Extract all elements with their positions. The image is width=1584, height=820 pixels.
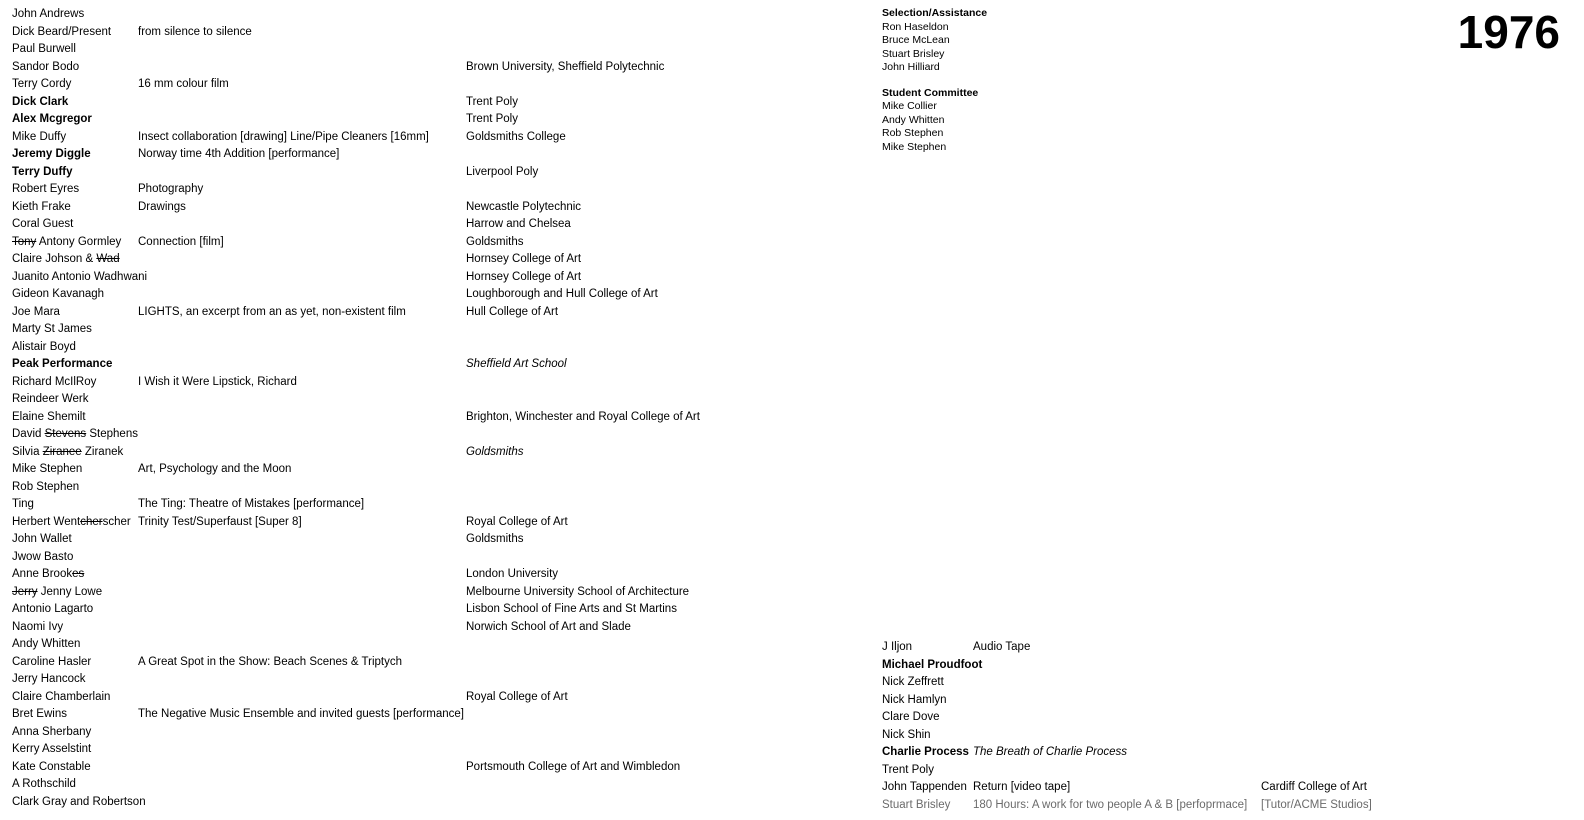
struck-text: Ziranee — [42, 445, 82, 458]
institution: Trent Poly — [466, 95, 518, 108]
artist-name: Rob Stephen — [12, 480, 80, 493]
artist-name: Claire Chamberlain — [12, 690, 111, 703]
artist-name: John Tappenden — [882, 781, 967, 793]
list-item — [12, 601, 852, 619]
list-item: Stuart Brisley — [882, 47, 945, 60]
list-item — [12, 636, 852, 654]
artist-name: Alex Mcgregor — [12, 113, 92, 125]
artist-name — [12, 584, 102, 602]
selection-group — [882, 7, 987, 75]
artist-name — [12, 234, 121, 252]
artist-name: Nick Shin — [882, 728, 931, 741]
list-item — [12, 706, 852, 724]
institution: Goldsmiths — [466, 445, 524, 458]
list-item — [12, 76, 852, 94]
list-item — [882, 779, 1572, 797]
work-title: 180 Hours: A work for two people A & B [perfoprmace] — [973, 798, 1248, 811]
artist-name: Andy Whitten — [12, 638, 81, 650]
artist-name: Joe Mara — [12, 305, 60, 318]
institution: Newcastle Polytechnic — [466, 200, 582, 213]
artist-name — [12, 444, 123, 462]
list-item: Ron Haseldon — [882, 20, 949, 33]
list-item — [882, 727, 1572, 745]
list-item — [12, 794, 852, 812]
list-item — [12, 374, 852, 392]
list-item — [882, 762, 1572, 780]
work-title: Audio Tape — [973, 641, 1031, 653]
list-item — [12, 759, 852, 777]
list-item — [882, 797, 1572, 815]
artist-name: Richard McIlRoy — [12, 375, 97, 388]
institution: Melbourne University School of Architecture — [466, 585, 690, 598]
artist-name: Terry Cordy — [12, 78, 72, 90]
institution: Liverpool Poly — [466, 165, 539, 178]
list-item — [882, 657, 1572, 675]
list-item — [12, 129, 852, 147]
institution: Lisbon School of Fine Arts and St Martins — [466, 603, 677, 615]
work-title: 16 mm colour film — [138, 78, 229, 90]
artist-name: Kate Constable — [12, 760, 91, 773]
artist-name: Stuart Brisley — [882, 798, 951, 811]
list-item — [12, 59, 852, 77]
list-item: Mike Stephen — [882, 140, 947, 153]
institution: Goldsmiths College — [466, 130, 566, 143]
list-item — [12, 6, 852, 24]
list-item — [12, 496, 852, 514]
institution: [Tutor/ACME Studios] — [1261, 798, 1372, 811]
artist-name: J Iljon — [882, 641, 913, 653]
list-item — [12, 479, 852, 497]
artist-name — [12, 426, 138, 444]
list-item: Rob Stephen — [882, 127, 944, 139]
corrected-text: Antony Gormley — [36, 235, 122, 248]
list-item — [882, 744, 1572, 762]
work-title: The Breath of Charlie Process — [973, 746, 1128, 758]
artist-name: Coral Guest — [12, 218, 74, 230]
work-title: Connection [film] — [138, 235, 224, 248]
institution: Portsmouth College of Art and Wimbledon — [466, 760, 681, 773]
work-title: Trinity Test/Superfaust [Super 8] — [138, 515, 302, 528]
list-item — [12, 339, 852, 357]
name-text: Herbert Went — [12, 515, 81, 528]
institution: London University — [466, 568, 559, 580]
work-title: from silence to silence — [138, 25, 252, 38]
list-item: John Hilliard — [882, 61, 940, 73]
artist-name: Anna Sherbany — [12, 725, 92, 738]
list-item — [12, 584, 852, 602]
work-title: Norway time 4th Addition [performance] — [138, 148, 340, 160]
artist-name: Juanito Antonio Wadhwani — [12, 270, 148, 283]
struck-text: Wad — [96, 253, 120, 265]
name-text: Silvia — [12, 445, 43, 458]
artist-name: Nick Zeffrett — [882, 676, 944, 688]
list-item — [12, 689, 852, 707]
work-title: Drawings — [138, 200, 186, 213]
institution: Hornsey College of Art — [466, 270, 582, 283]
artist-name: Reindeer Werk — [12, 393, 89, 405]
work-title: A Great Spot in the Show: Beach Scenes & Triptych — [138, 655, 403, 668]
artist-name: Alistair Boyd — [12, 340, 76, 353]
institution: Royal College of Art — [466, 515, 568, 528]
work-title: LIGHTS, an excerpt from an as yet, non-existent film — [138, 305, 406, 318]
name-text: David — [12, 428, 45, 440]
artist-name: A Rothschild — [12, 778, 76, 790]
artist-name: Dick Beard/Present — [12, 25, 112, 38]
artist-name: John Wallet — [12, 533, 72, 545]
institution: Goldsmiths — [466, 533, 524, 545]
institution: Sheffield Art School — [466, 358, 567, 370]
artist-name: Jeremy Diggle — [12, 148, 91, 160]
list-item — [12, 444, 852, 462]
list-item — [12, 216, 852, 234]
list-item — [12, 741, 852, 759]
corrected-text: scher — [102, 515, 131, 528]
institution: Loughborough and Hull College of Art — [466, 288, 658, 300]
list-item — [12, 356, 852, 374]
list-item — [12, 111, 852, 129]
artist-name: Elaine Shemilt — [12, 410, 86, 423]
work-title: Return [video tape] — [973, 781, 1071, 793]
institution: Cardiff College of Art — [1261, 781, 1367, 793]
institution: Harrow and Chelsea — [466, 218, 571, 230]
list-item — [12, 391, 852, 409]
list-item — [12, 426, 852, 444]
artist-name: Sandor Bodo — [12, 60, 80, 73]
institution: Goldsmiths — [466, 235, 524, 248]
artist-name: Michael Proudfoot — [882, 658, 983, 671]
list-item: Andy Whitten — [882, 113, 945, 126]
artist-name: Dick Clark — [12, 95, 69, 108]
institution: Trent Poly — [466, 113, 518, 125]
institution: Hornsey College of Art — [466, 253, 582, 265]
list-item — [12, 461, 852, 479]
artist-name: Mike Stephen — [12, 463, 83, 475]
artist-name: Naomi Ivy — [12, 620, 64, 633]
list-item — [882, 674, 1572, 692]
artist-name: Charlie Process — [882, 746, 969, 758]
artist-name: Kieth Frake — [12, 200, 71, 213]
list-item — [12, 409, 852, 427]
institution: Brown University, Sheffield Polytechnic — [466, 60, 665, 73]
artist-name: Jerry Hancock — [12, 673, 86, 685]
participant-list — [12, 6, 852, 811]
artist-name: Ting — [12, 498, 34, 510]
list-item — [12, 94, 852, 112]
institution: Norwich School of Art and Slade — [466, 620, 631, 633]
institution: Brighton, Winchester and Royal College of Art — [466, 410, 700, 423]
committee-panel — [882, 7, 987, 166]
list-item — [12, 146, 852, 164]
struck-text: Tony — [12, 235, 37, 248]
section-heading: Student Committee — [882, 86, 979, 99]
name-text: Anne Brook — [12, 568, 73, 580]
list-item — [12, 549, 852, 567]
artist-name: Nick Hamlyn — [882, 693, 947, 706]
corrected-text: Jenny Lowe — [37, 585, 103, 598]
list-item — [12, 41, 852, 59]
list-item: Bruce McLean — [882, 34, 950, 46]
artist-name: Bret Ewins — [12, 708, 67, 720]
list-item — [12, 531, 852, 549]
work-title: Photography — [138, 183, 204, 195]
artist-name: Terry Duffy — [12, 165, 73, 178]
secondary-list — [882, 639, 1572, 814]
list-item — [12, 321, 852, 339]
list-item — [12, 304, 852, 322]
struck-text: cher — [80, 515, 103, 528]
name-text: Claire Johson & — [12, 253, 97, 265]
work-title: Art, Psychology and the Moon — [138, 463, 292, 475]
struck-text: es — [72, 568, 85, 580]
list-item — [12, 269, 852, 287]
list-item — [882, 639, 1572, 657]
institution: Royal College of Art — [466, 690, 568, 703]
struck-text: Stevens — [44, 428, 87, 440]
struck-text: Jerry — [12, 585, 38, 598]
list-item — [12, 671, 852, 689]
list-item — [12, 251, 852, 269]
corrected-text: Stephens — [86, 428, 138, 440]
list-item: Mike Collier — [882, 100, 937, 112]
list-item — [12, 181, 852, 199]
artist-name: Kerry Asselstint — [12, 743, 92, 755]
artist-name: Antonio Lagarto — [12, 603, 94, 615]
list-item — [12, 514, 852, 532]
artist-name: Robert Eyres — [12, 183, 80, 195]
work-title: The Ting: Theatre of Mistakes [performance] — [138, 498, 365, 510]
artist-name: Paul Burwell — [12, 43, 76, 55]
artist-name: Marty St James — [12, 323, 92, 335]
list-item — [882, 709, 1572, 727]
list-item — [12, 164, 852, 182]
artist-name: Clark Gray and Robertson — [12, 795, 146, 808]
work-title: I Wish it Were Lipstick, Richard — [138, 375, 297, 388]
artist-name: John Andrews — [12, 8, 85, 20]
year-heading: 1976 — [1457, 6, 1560, 58]
work-title: Insect collaboration [drawing] Line/Pipe Cleaners [16mm] — [138, 130, 429, 143]
list-item — [12, 619, 852, 637]
artist-name: Mike Duffy — [12, 130, 67, 143]
artist-name: Caroline Hasler — [12, 655, 92, 668]
artist-name — [12, 514, 131, 532]
artist-name — [12, 251, 120, 269]
artist-name: Jwow Basto — [12, 550, 74, 563]
work-title: The Negative Music Ensemble and invited guests [performance] — [138, 708, 464, 720]
artist-name: Gideon Kavanagh — [12, 288, 105, 300]
list-item — [12, 654, 852, 672]
list-item — [12, 286, 852, 304]
artist-name: Clare Dove — [882, 711, 940, 723]
artist-name: Trent Poly — [882, 763, 934, 776]
artist-name: Peak Performance — [12, 358, 113, 370]
list-item — [12, 566, 852, 584]
artist-name — [12, 566, 84, 584]
corrected-text: Ziranek — [81, 445, 124, 458]
student-committee-group — [882, 87, 987, 155]
institution: Hull College of Art — [466, 305, 559, 318]
list-item — [12, 234, 852, 252]
list-item — [882, 692, 1572, 710]
list-item — [12, 724, 852, 742]
list-item — [12, 199, 852, 217]
list-item — [12, 776, 852, 794]
list-item — [12, 24, 852, 42]
section-heading: Selection/Assistance — [882, 7, 988, 19]
